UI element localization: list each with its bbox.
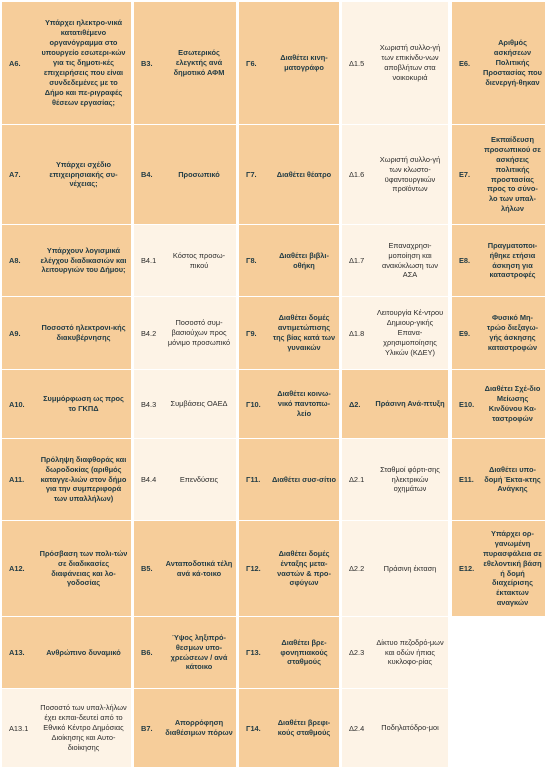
- table-row: [134, 2, 236, 125]
- row-code: Γ8.: [246, 256, 257, 265]
- row-text: Ποσοστό των υπαλ-λήλων έχει εκπαι-δευτεί από το Εθνικό Κέντρο Δημόσιας Διοίκησης και Αυτο-διοίκησης: [40, 703, 127, 752]
- table-row: [134, 521, 236, 617]
- row-text: Συμμόρφωση ως προς το ΓΚΠΔ: [43, 394, 124, 413]
- row-code: Δ1.6: [349, 170, 365, 179]
- row-text: Διαθέτει συσ-σίτιο: [272, 474, 337, 484]
- row-code: Δ2.: [349, 399, 361, 409]
- row-code: B6.: [141, 648, 153, 657]
- row-text: Διαθέτει Σχέ-διο Μείωσης Κινδύνου Κα-ταστροφών: [484, 384, 541, 423]
- row-text: Πράσινη έκταση: [383, 563, 437, 573]
- row-code: B3.: [141, 58, 153, 68]
- row-code: B4.4: [141, 475, 157, 484]
- table-row: [134, 689, 236, 768]
- row-code: E6.: [459, 58, 471, 68]
- row-text: Ύψος ληξιπρό-θεσμων υπο-χρεώσεων / ανά κάτοικο: [170, 632, 228, 672]
- row-text: Χωριστή συλλο-γή των κλωστο-ϋφαντουργικών προϊόντων: [379, 154, 441, 194]
- row-text: Φυσικό Μη-τρώο διεξαγω-γής άσκησης καταστροφών: [486, 313, 539, 352]
- table-row: [452, 225, 545, 297]
- table-row: [239, 439, 339, 521]
- row-code: Δ1.7: [349, 256, 365, 265]
- row-text: Πρόσβαση των πολι-τών σε διαδικασίες διαφάνειας και λο-γοδοσίας: [39, 548, 128, 588]
- row-code: Γ7.: [246, 170, 257, 179]
- row-code: E12.: [459, 564, 475, 573]
- row-code: Δ1.5: [349, 58, 365, 68]
- row-code: Γ12.: [246, 564, 261, 573]
- table-row: [452, 370, 545, 439]
- table-row: [134, 125, 236, 225]
- row-text: Κόστος προσω-πικού: [172, 250, 226, 270]
- row-text: Ανταποδοτικά τέλη ανά κά-τοικο: [165, 558, 233, 578]
- table-row: [134, 617, 236, 689]
- row-text: Υπάρχει ηλεκτρο-νικά κατατιθέμενο οργανόγραμμα στο υπουργείο εσωτερι-κών για τις δημοτι-κές επιχειρήσεις που είναι συνδεδεμένες με το Δήμο και πε-ριγραφές θέσεων εργασίας;: [41, 18, 126, 107]
- table-row: [342, 521, 448, 617]
- row-text: Σταθμοί φόρτι-σης ηλεκτρικών οχημάτων: [380, 464, 440, 494]
- row-code: B5.: [141, 564, 153, 573]
- table-row: [2, 225, 131, 297]
- row-code: Δ2.4: [349, 723, 365, 733]
- table-row: [452, 297, 545, 370]
- row-code: Γ13.: [246, 648, 261, 657]
- table-row: [342, 439, 448, 521]
- row-text: Διαθέτει υπο-δομή Έκτα-κτης Ανάγκης: [484, 464, 541, 494]
- row-code: Γ9.: [246, 328, 257, 338]
- table-row: [239, 370, 339, 439]
- row-text: Πράσινη Ανά-πτυξη: [375, 399, 445, 408]
- row-text: Πρόληψη διαφθοράς και δωροδοκίας (αριθμός καταγγε-λιών στον δήμο για την συμπεριφορά των υπαλλήλων): [40, 454, 127, 504]
- row-code: B4.1: [141, 256, 157, 265]
- row-text: Υπάρχει ορ-γανωμένη πυρασφάλεια σε εθελοντική βάση ή δομή διαχείρισης έκτακτων αναγκών: [483, 528, 542, 608]
- row-text: Διαθέτει κοινω-νικό παντοπω-λείο: [277, 389, 331, 418]
- table-row: [342, 225, 448, 297]
- row-code: E10.: [459, 399, 475, 409]
- row-text: Αριθμός ασκήσεων Πολιτικής Προστασίας που διενεργή-θηκαν: [483, 38, 542, 87]
- table-row: [134, 297, 236, 370]
- row-code: Γ14.: [246, 723, 261, 733]
- row-code: A6.: [9, 58, 21, 68]
- table-row: [239, 125, 339, 225]
- table-row: [239, 521, 339, 617]
- row-text: Εσωτερικός ελεγκτής ανά δημοτικό ΑΦΜ: [173, 48, 225, 77]
- table-row: [342, 689, 448, 768]
- row-code: E9.: [459, 328, 471, 338]
- table-row: [239, 2, 339, 125]
- row-text: Απορρόφηση διαθέσιμων πόρων: [165, 718, 233, 737]
- table-row: [134, 439, 236, 521]
- row-code: A11.: [9, 475, 25, 484]
- row-text: Συμβάσεις ΟΑΕΔ: [170, 399, 228, 408]
- row-text: Διαθέτει κινη-ματογράφο: [280, 53, 328, 72]
- row-text: Διαθέτει θέατρο: [276, 169, 332, 179]
- row-code: A13.: [9, 648, 25, 657]
- row-code: E11.: [459, 475, 474, 484]
- row-code: A9.: [9, 328, 21, 338]
- table-row: [2, 125, 131, 225]
- row-text: Ποδηλατόδρο-μοι: [381, 723, 439, 732]
- table-row: [2, 297, 131, 370]
- row-code: A8.: [9, 256, 21, 265]
- table-row: [134, 225, 236, 297]
- row-text: Ποσοστό ηλεκτρονι-κής διακυβέρνησης: [41, 323, 126, 342]
- row-code: B4.3: [141, 399, 157, 409]
- row-text: Διαθέτει βρε-φονηπιακούς σταθμούς: [280, 637, 328, 667]
- table-row: [452, 439, 545, 521]
- row-text: Ανθρώπινο δυναμικό: [46, 647, 121, 657]
- table-row: [239, 689, 339, 768]
- table-row: [452, 2, 545, 125]
- row-code: A12.: [9, 564, 25, 573]
- row-code: B4.: [141, 170, 153, 179]
- row-text: Διαθέτει βρεφι-κούς σταθμούς: [277, 718, 331, 737]
- table-row: [452, 125, 545, 225]
- row-text: Προσωπικό: [178, 169, 220, 179]
- row-text: Υπάρχουν λογισμικά ελέγχου διαδικασιών και λειτουργιών του Δήμου;: [40, 245, 127, 275]
- table-row: [2, 370, 131, 439]
- table-row: [239, 297, 339, 370]
- table-row: [2, 2, 131, 125]
- table-row: [2, 521, 131, 617]
- row-code: A13.1: [9, 723, 29, 733]
- row-code: Δ2.3: [349, 648, 365, 657]
- table-row: [2, 439, 131, 521]
- row-text: Διαθέτει δομές αντιμετώπισης της βίας κατά των γυναικών: [272, 313, 336, 352]
- table-row: [342, 2, 448, 125]
- row-code: A7.: [9, 170, 21, 179]
- table-row: [452, 521, 545, 617]
- row-text: Χωριστή συλλο-γή των επικίνδυ-νων αποβλήτων στα νοικοκυριά: [379, 43, 441, 82]
- row-text: Επενδύσεις: [179, 474, 219, 484]
- row-text: Εκπαίδευση προσωπικού σε ασκήσεις πολιτικής προστασίας προς το σύνο-λο των υπαλ-λήλων: [484, 134, 541, 214]
- table-row: [134, 370, 236, 439]
- table-row: [342, 370, 448, 439]
- row-code: Γ10.: [246, 399, 261, 409]
- table-row: [342, 617, 448, 689]
- row-code: B7.: [141, 723, 153, 733]
- row-text: Δίκτυο πεζοδρό-μων και οδών ήπιας κυκλοφο-ρίας: [376, 637, 444, 667]
- table-row: [2, 617, 131, 689]
- row-text: Επαναχρησι-μοποίηση και ανακύκλωση των ΑΣΑ: [381, 240, 439, 280]
- table-row: [342, 125, 448, 225]
- table-row: [2, 689, 131, 768]
- row-text: Διαθέτει βιβλι-οθήκη: [279, 250, 329, 270]
- table-row: [342, 297, 448, 370]
- row-code: Γ11.: [246, 475, 261, 484]
- row-code: E8.: [459, 256, 471, 265]
- row-code: Δ2.2: [349, 564, 365, 573]
- row-code: Δ1.8: [349, 328, 365, 338]
- row-text: Πραγματοποι-ήθηκε ετήσια άσκηση για καταστροφές: [487, 240, 538, 280]
- row-text: Λειτουργία Κέ-ντρου Δημιουρ-γικής Επανα-χρησιμοποίησης Υλικών (ΚΔΕΥ): [376, 308, 444, 357]
- row-code: Γ6.: [246, 58, 257, 68]
- row-text: Υπάρχει σχέδιο επιχειρησιακής συ-νέχειας;: [49, 159, 118, 189]
- row-code: A10.: [9, 399, 25, 409]
- row-text: Ποσοστό συμ-βασιούχων προς μόνιμο προσωπικό: [167, 318, 231, 347]
- row-code: Δ2.1: [349, 475, 365, 484]
- row-code: B4.2: [141, 328, 157, 338]
- table-row: [239, 617, 339, 689]
- row-text: Διαθέτει δομές ένταξης μετα-ναστών & προ-σφύγων: [277, 548, 331, 588]
- row-code: E7.: [459, 170, 471, 179]
- table-row: [239, 225, 339, 297]
